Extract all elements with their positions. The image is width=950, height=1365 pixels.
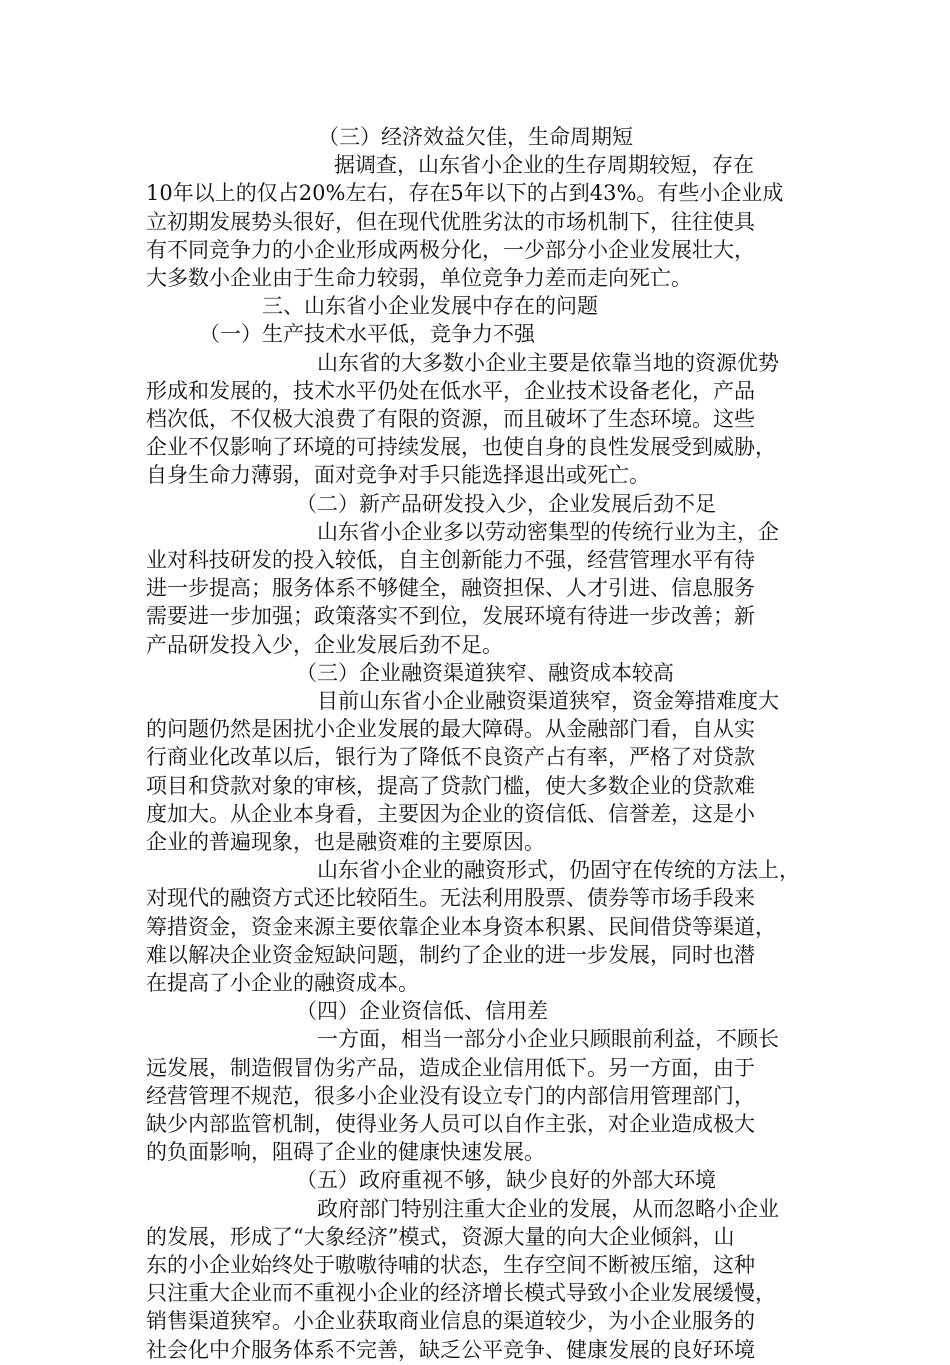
text-line: 销售渠道狭窄。小企业获取商业信息的渠道较少，为小企业服务的 — [146, 1309, 755, 1334]
text-line: 企业的普遍现象，也是融资难的主要原因。 — [146, 830, 545, 854]
text-line: 一方面，相当一部分小企业只顾眼前利益，不顾长 — [317, 1027, 779, 1052]
text-line: 难以解决企业资金短缺问题，制约了企业的进一步发展，同时也潜 — [146, 942, 755, 967]
text-line: 东的小企业始终处于嗷嗷待哺的状态，生存空间不断被压缩，这种 — [146, 1253, 755, 1277]
text-line: 业对科技研发的投入较低，自主创新能力不强，经营管理水平有待 — [146, 548, 755, 572]
text-line: 大多数小企业由于生命力较弱，单位竞争力差而走向死亡。 — [146, 266, 692, 290]
text-line: 目前山东省小企业融资渠道狭窄，资金筹措难度大 — [317, 689, 779, 713]
text-line: 在提高了小企业的融资成本。 — [146, 971, 419, 995]
text-line: 行商业化改革以后，银行为了降低不良资产占有率，严格了对贷款 — [146, 745, 755, 770]
text-line: 筹措资金，资金来源主要依靠企业本身资本积累、民间借贷等渠道， — [146, 914, 776, 939]
subheading: （二）新产品研发投入少，企业发展后劲不足 — [296, 491, 716, 516]
text-line: 的负面影响，阻碍了企业的健康快速发展。 — [146, 1140, 545, 1165]
subheading: （三）企业融资渠道狭窄、融资成本较高 — [296, 660, 674, 685]
text-line: 度加大。从企业本身看，主要因为企业的资信低、信誉差，这是小 — [146, 801, 755, 826]
subheading: （五）政府重视不够，缺少良好的外部大环境 — [296, 1168, 716, 1193]
text-line: 10年以上的仅占20%左右，存在5年以下的占到43%。有些小企业成 — [146, 181, 784, 206]
text-line: 山东省小企业的融资形式，仍固守在传统的方法上， — [317, 858, 800, 883]
text-line: 企业不仅影响了环境的可持续发展，也使自身的良性发展受到威胁， — [146, 435, 776, 460]
text-line: 山东省的大多数小企业主要是依靠当地的资源优势 — [317, 350, 779, 375]
text-line: 进一步提高；服务体系不够健全，融资担保、人才引进、信息服务 — [146, 576, 755, 601]
subheading: （一）生产技术水平低，竞争力不强 — [199, 322, 535, 347]
text-line: 项目和贷款对象的审核，提高了贷款门槛，使大多数企业的贷款难 — [146, 773, 755, 798]
text-line: 自身生命力薄弱，面对竞争对手只能选择退出或死亡。 — [146, 463, 650, 488]
text-line: 立初期发展势头很好，但在现代优胜劣汰的市场机制下，往往使具 — [146, 209, 755, 234]
text-line: 产品研发投入少，企业发展后劲不足。 — [146, 632, 503, 657]
text-line: 经营管理不规范，很多小企业没有设立专门的内部信用管理部门， — [146, 1083, 755, 1108]
section-heading: 三、山东省小企业发展中存在的问题 — [262, 294, 598, 319]
text-line: 据调查，山东省小企业的生存周期较短，存在 — [334, 153, 754, 178]
text-line: 政府部门特别注重大企业的发展，从而忽略小企业 — [317, 1196, 779, 1221]
text-line: 对现代的融资方式还比较陌生。无法利用股票、债券等市场手段来 — [146, 886, 755, 911]
text-line: 只注重大企业而不重视小企业的经济增长模式导致小企业发展缓慢， — [146, 1281, 776, 1306]
subheading: （三）经济效益欠佳，生命周期短 — [318, 125, 633, 149]
text-line: 缺少内部监管机制，使得业务人员可以自作主张，对企业造成极大 — [146, 1112, 755, 1136]
text-line: 档次低，不仅极大浪费了有限的资源，而且破坏了生态环境。这些 — [146, 407, 755, 431]
text-line: 社会化中介服务体系不完善，缺乏公平竞争、健康发展的良好环境 — [146, 1337, 755, 1362]
text-line: 有不同竞争力的小企业形成两极分化，一少部分小企业发展壮大， — [146, 237, 755, 262]
text-line: 形成和发展的，技术水平仍处在低水平，企业技术设备老化，产品 — [146, 378, 755, 403]
text-line: 需要进一步加强；政策落实不到位，发展环境有待进一步改善；新 — [146, 604, 755, 629]
text-line: 的发展，形成了“大象经济”模式，资源大量的向大企业倾斜，山 — [146, 1224, 735, 1249]
subheading: （四）企业资信低、信用差 — [296, 999, 548, 1024]
text-line: 山东省小企业多以劳动密集型的传统行业为主，企 — [317, 519, 779, 544]
text-line: 远发展，制造假冒伪劣产品，造成企业信用低下。另一方面，由于 — [146, 1055, 755, 1080]
text-line: 的问题仍然是困扰小企业发展的最大障碍。从金融部门看，自从实 — [146, 717, 755, 742]
